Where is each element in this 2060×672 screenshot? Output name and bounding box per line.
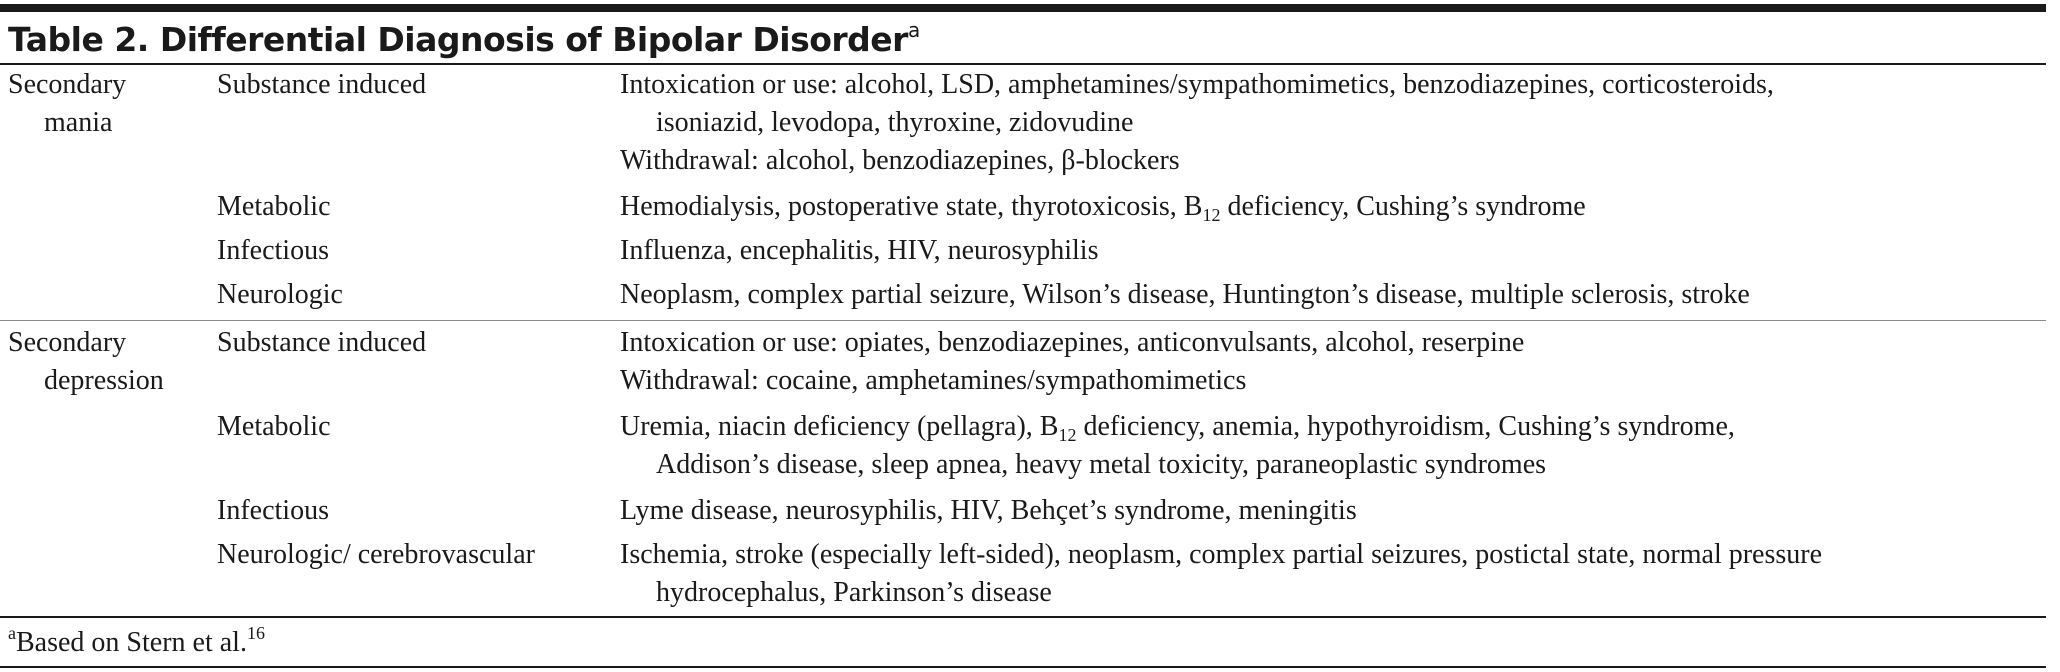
title-footnote-marker: a	[907, 18, 920, 42]
footnote-reference: 16	[246, 623, 265, 643]
conditions-text: Hemodialysis, postoperative state, thyrotoxicosis, $B_{12}$ deficiency, Cushing’s syndrome	[620, 191, 1586, 225]
bottom-rule	[0, 666, 2046, 668]
conditions-text-cont: isoniazid, levodopa, thyroxine, zidovudine	[656, 107, 1134, 138]
conditions-text: Lyme disease, neurosyphilis, HIV, Behçet’s syndrome, meningitis	[620, 495, 1357, 526]
footnote-marker: a	[8, 623, 16, 643]
subscript: 12	[1202, 205, 1221, 225]
conditions-text: Influenza, encephalitis, HIV, neurosyphilis	[620, 235, 1099, 266]
footnote-rule	[0, 616, 2046, 618]
conditions-text: Withdrawal: cocaine, amphetamines/sympathomimetics	[620, 365, 1247, 396]
conditions-text: Neoplasm, complex partial seizure, Wilson’s disease, Huntington’s disease, multiple sclerosis, stroke	[620, 279, 1750, 310]
cause-label: Substance induced	[217, 69, 427, 100]
cause-label: Infectious	[217, 235, 329, 266]
subscript: 12	[1058, 425, 1077, 445]
cause-label: Substance induced	[217, 327, 427, 358]
cause-label: Metabolic	[217, 411, 331, 442]
conditions-text: Ischemia, stroke (especially left-sided), neoplasm, complex partial seizures, postictal state, normal pressure	[620, 539, 1823, 570]
cause-label: Metabolic	[217, 191, 331, 222]
conditions-text: Withdrawal: alcohol, benzodiazepines, β-blockers	[620, 145, 1180, 176]
category-label: Secondary	[8, 69, 127, 100]
table-footnote	[8, 624, 265, 662]
cause-label: Neurologic	[217, 279, 343, 310]
table-title-text: Table 2. Differential Diagnosis of Bipolar Disorder	[8, 20, 908, 59]
table-title	[8, 18, 920, 60]
top-rule	[0, 4, 2046, 12]
category-label-cont: mania	[44, 107, 113, 138]
category-label-cont: depression	[44, 365, 164, 396]
title-rule	[0, 63, 2046, 65]
footnote-text: Based on Stern et al.	[16, 627, 247, 658]
cause-label: Neurologic/ cerebrovascular	[217, 539, 535, 570]
cause-label: Infectious	[217, 495, 329, 526]
conditions-text-cont: Addison’s disease, sleep apnea, heavy metal toxicity, paraneoplastic syndromes	[656, 449, 1547, 480]
conditions-text: Uremia, niacin deficiency (pellagra), $B_{12}$ deficiency, anemia, hypothyroidism, Cushing’s syndrome,	[620, 411, 1735, 445]
group-divider	[0, 320, 2046, 321]
conditions-text: Intoxication or use: opiates, benzodiazepines, anticonvulsants, alcohol, reserpine	[620, 327, 1525, 358]
conditions-text-cont: hydrocephalus, Parkinson’s disease	[656, 577, 1052, 608]
conditions-text: Intoxication or use: alcohol, LSD, amphetamines/sympathomimetics, benzodiazepines, corticosteroids,	[620, 69, 1774, 100]
category-label: Secondary	[8, 327, 127, 358]
